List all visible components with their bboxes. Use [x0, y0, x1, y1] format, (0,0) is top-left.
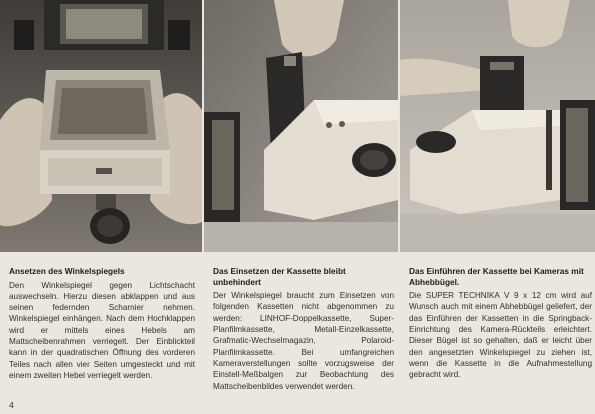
- section-heading: Ansetzen des Winkelspiegels: [9, 266, 125, 276]
- section-heading: Das Einsetzen der Kassette bleibt unbehindert: [213, 266, 346, 287]
- section-body: Der Winkelspiegel braucht zum Einsetzen von folgenden Kassetten nicht abgenommen zu werden: LINHOF-Doppelkassette, Super-Planfilmkassette, Metall-Einzelkassette, Grafmatic-Wechselmagazin, Polaroid-Planfilmkassette. Bei umfangreichen Kameraverstellungen sollte vorzugsweise der Einstell-Meßbalgen zur Beobachtung des Mattscheibenbildes verwendet werden.: [213, 291, 394, 391]
- holder-insertion-illustration: [204, 0, 398, 252]
- section-inserting-holder: [213, 266, 394, 392]
- lifting-bar-illustration: [400, 0, 595, 252]
- section-body: Den Winkelspiegel gegen Lichtschacht auswechseln. Hierzu diesen abklappen und aus seinen federnden Scharnier nehmen. Winkelspiegel einhängen. Nach dem Hochklappen wird er mittels eines Hebels am Mattscheibenrahmen verriegelt. Der Einblickteil kann in der quadratischen Öffnung des vorderen Teiles nach allen vier Seiten umgesteckt und mit einem zweiten Hebel verriegelt werden.: [9, 280, 195, 380]
- photo-cameras-with-lifting-bar: [400, 0, 595, 252]
- section-angle-finder: [9, 266, 195, 381]
- section-heading: Das Einführen der Kassette bei Kameras mit Abhebbügel.: [409, 266, 584, 287]
- angle-finder-illustration: [0, 0, 202, 252]
- photo-angle-finder: [0, 0, 202, 252]
- section-body: Die SUPER TECHNIKA V 9 x 12 cm wird auf Wunsch auch mit einem Abhebbügel geliefert, der das Einführen der Kassetten in die Springback-Einrichtung des Kamera-Rückteils erleichtert. Dieser Bügel ist so gehalten, daß er leicht über den angesetzten Winkelspiegel zu ziehen ist, wenn die Kassette in die Aufnahmestellung gebracht wird.: [409, 291, 592, 380]
- photo-inserting-holder: [204, 0, 398, 252]
- section-lifting-bar: [409, 266, 592, 381]
- page-number: 4: [9, 400, 14, 410]
